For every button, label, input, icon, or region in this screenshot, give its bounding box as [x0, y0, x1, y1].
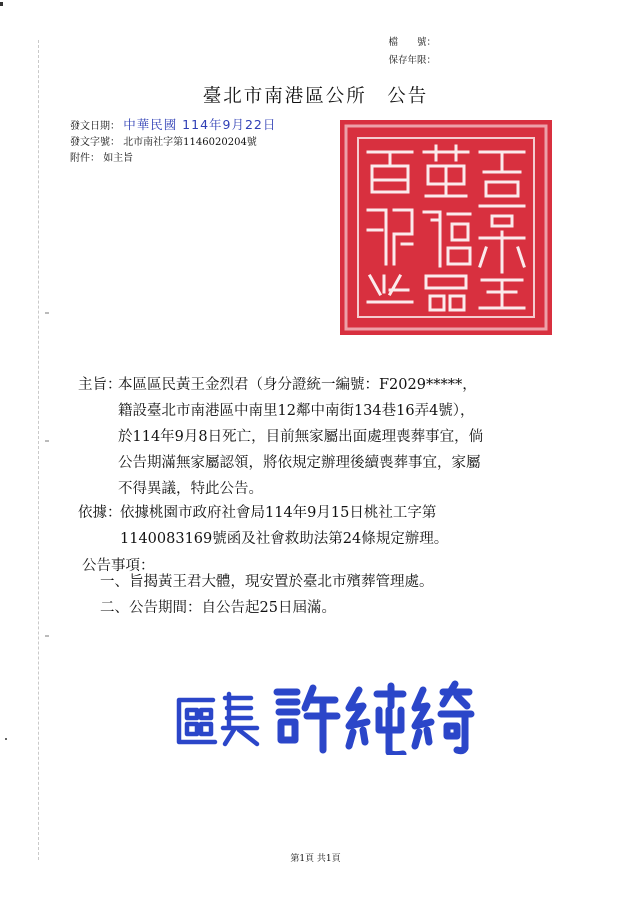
- attachment-value: 如主旨: [103, 153, 134, 164]
- binding-mark: [45, 440, 49, 442]
- corner-mark: [0, 2, 3, 6]
- document-title: 臺北市南港區公所 公告: [202, 86, 429, 107]
- basis-line: 依據桃園市政府社會局114年9月15日桃社工字第: [120, 505, 437, 521]
- subject-line: 籍設臺北市南港區中南里12鄰中南街134巷16弄4號），: [118, 403, 475, 419]
- basis-label: 依據：: [78, 505, 122, 521]
- date-row: [70, 117, 276, 135]
- binding-mark: [45, 635, 49, 637]
- basis-line: 1140083169號函及社會救助法第24條規定辦理。: [120, 531, 449, 547]
- mayor-signature-stamp: [165, 680, 475, 755]
- binding-line: [38, 40, 39, 860]
- subject-line: 本區區民黃王金烈君（身分證統一編號：F2029*****，: [118, 377, 477, 393]
- notice-item: 一、旨揭黃王君大體，現安置於臺北市殯葬管理處。: [100, 574, 434, 590]
- attachment-label: 附件：: [70, 153, 100, 164]
- file-no-label: 檔 號：: [388, 37, 436, 48]
- document-meta: [70, 117, 276, 167]
- page-footer: 第1頁 共1頁: [290, 854, 341, 864]
- notice-items: [100, 569, 434, 621]
- date-stamp: 中華民國 114年9月22日: [123, 117, 277, 132]
- attachment-row: [70, 151, 276, 167]
- notice-heading: 公告事項：: [82, 558, 155, 574]
- subject-line: 不得異議，特此公告。: [118, 481, 263, 497]
- official-seal-stamp: [340, 120, 552, 335]
- reference-row: [70, 135, 276, 151]
- reference-value: 北市南社字第1146020204號: [123, 137, 257, 148]
- subject-section: [78, 372, 122, 398]
- subject-label: 主旨：: [78, 377, 122, 393]
- subject-text: [118, 372, 483, 502]
- binding-mark: [45, 312, 49, 314]
- reference-label: 發文字號：: [70, 137, 120, 148]
- basis-section: [78, 500, 122, 526]
- notice-item: 二、公告期間：自公告起25日屆滿。: [100, 600, 336, 616]
- subject-line: 公告期滿無家屬認領，將依規定辦理後續喪葬事宜，家屬: [118, 455, 481, 471]
- retention-label: 保存年限：: [388, 55, 436, 66]
- basis-text: [120, 500, 448, 552]
- edge-mark: [5, 738, 7, 740]
- date-label: 發文日期：: [70, 121, 120, 132]
- subject-line: 於114年9月8日死亡，目前無家屬出面處理喪葬事宜，倘: [118, 429, 484, 445]
- archive-fields: [388, 34, 436, 70]
